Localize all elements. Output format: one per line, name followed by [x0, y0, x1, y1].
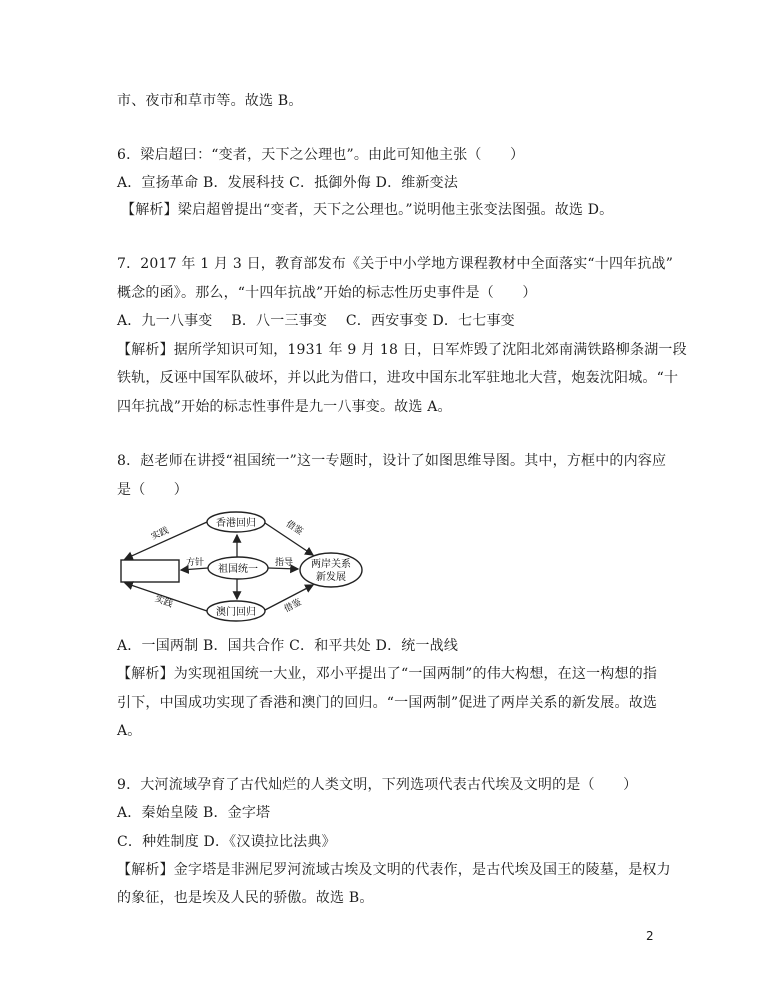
- edge-label-practice-top: 实践: [149, 525, 171, 543]
- question-9-options: A．秦始皇陵 B．金字塔: [117, 805, 271, 821]
- question-6-options: A．宣扬革命 B．发展科技 C．抵御外侮 D．维新变法: [117, 175, 459, 191]
- question-8-analysis: A。: [117, 723, 142, 739]
- label-hong-kong: 香港回归: [216, 518, 256, 529]
- question-7-analysis: 四年抗战”开始的标志性事件是九一八事变。故选 A。: [117, 399, 452, 415]
- label-cross-strait-2: 新发展: [316, 572, 346, 583]
- question-9-analysis: 的象征，也是埃及人民的骄傲。故选 B。: [117, 890, 374, 906]
- edge-label-ref-top: 借鉴: [283, 519, 305, 538]
- label-macau: 澳门回归: [216, 607, 256, 618]
- edge-label-guide: 指导: [274, 558, 294, 568]
- answer-box: [121, 560, 179, 582]
- question-8-stem: 是（ ）: [117, 482, 188, 498]
- edge-label-policy: 方针: [185, 558, 205, 568]
- question-8-stem: 8．赵老师在讲授“祖国统一”这一专题时，设计了如图思维导图。其中，方框中的内容应: [117, 453, 667, 469]
- question-7-stem: 概念的函》。那么，“十四年抗战”开始的标志性历史事件是（ ）: [117, 285, 537, 301]
- mind-map-diagram: [117, 504, 367, 628]
- question-7-options: A．九一八事变 B．八一三事变 C．西安事变 D．七七事变: [117, 313, 515, 329]
- edge-label-practice-bottom: 实践: [153, 594, 174, 610]
- label-reunification: 祖国统一: [218, 564, 258, 575]
- question-7-analysis: 铁轨，反诬中国军队破坏，并以此为借口，进攻中国东北军驻地北大营，炮轰沈阳城。“十: [117, 370, 679, 386]
- question-6-stem: 6．梁启超曰：“变者，天下之公理也”。由此可知他主张（ ）: [117, 147, 525, 163]
- question-9-stem: 9．大河流域孕育了古代灿烂的人类文明，下列选项代表古代埃及文明的是（ ）: [117, 777, 638, 793]
- question-9-analysis: 【解析】金字塔是非洲尼罗河流域古埃及文明的代表作，是古代埃及国王的陵墓，是权力: [117, 862, 671, 878]
- question-6-analysis: 【解析】梁启超曾提出“变者，天下之公理也。”说明他主张变法图强。故选 D。: [121, 202, 614, 218]
- edge-label-ref-bottom: 借鉴: [282, 597, 304, 615]
- text-line: 市、夜市和草市等。故选 B。: [117, 93, 303, 109]
- page-number: 2: [646, 929, 654, 943]
- question-8-analysis: 引下，中国成功实现了香港和澳门的回归。“一国两制”促进了两岸关系的新发展。故选: [117, 695, 658, 711]
- question-7-analysis: 【解析】据所学知识可知，1931 年 9 月 18 日，日军炸毁了沈阳北郊南满铁路柳条湖一段: [117, 342, 687, 358]
- question-9-options: C．种姓制度 D．《汉谟拉比法典》: [117, 834, 336, 850]
- question-8-analysis: 【解析】为实现祖国统一大业，邓小平提出了“一国两制”的伟大构想，在这一构想的指: [117, 666, 658, 682]
- question-7-stem: 7．2017 年 1 月 3 日，教育部发布《关于中小学地方课程教材中全面落实“十四年抗战”: [117, 256, 674, 272]
- question-8-options: A．一国两制 B．国共合作 C．和平共处 D．统一战线: [117, 638, 459, 654]
- label-cross-strait-1: 两岸关系: [311, 559, 351, 570]
